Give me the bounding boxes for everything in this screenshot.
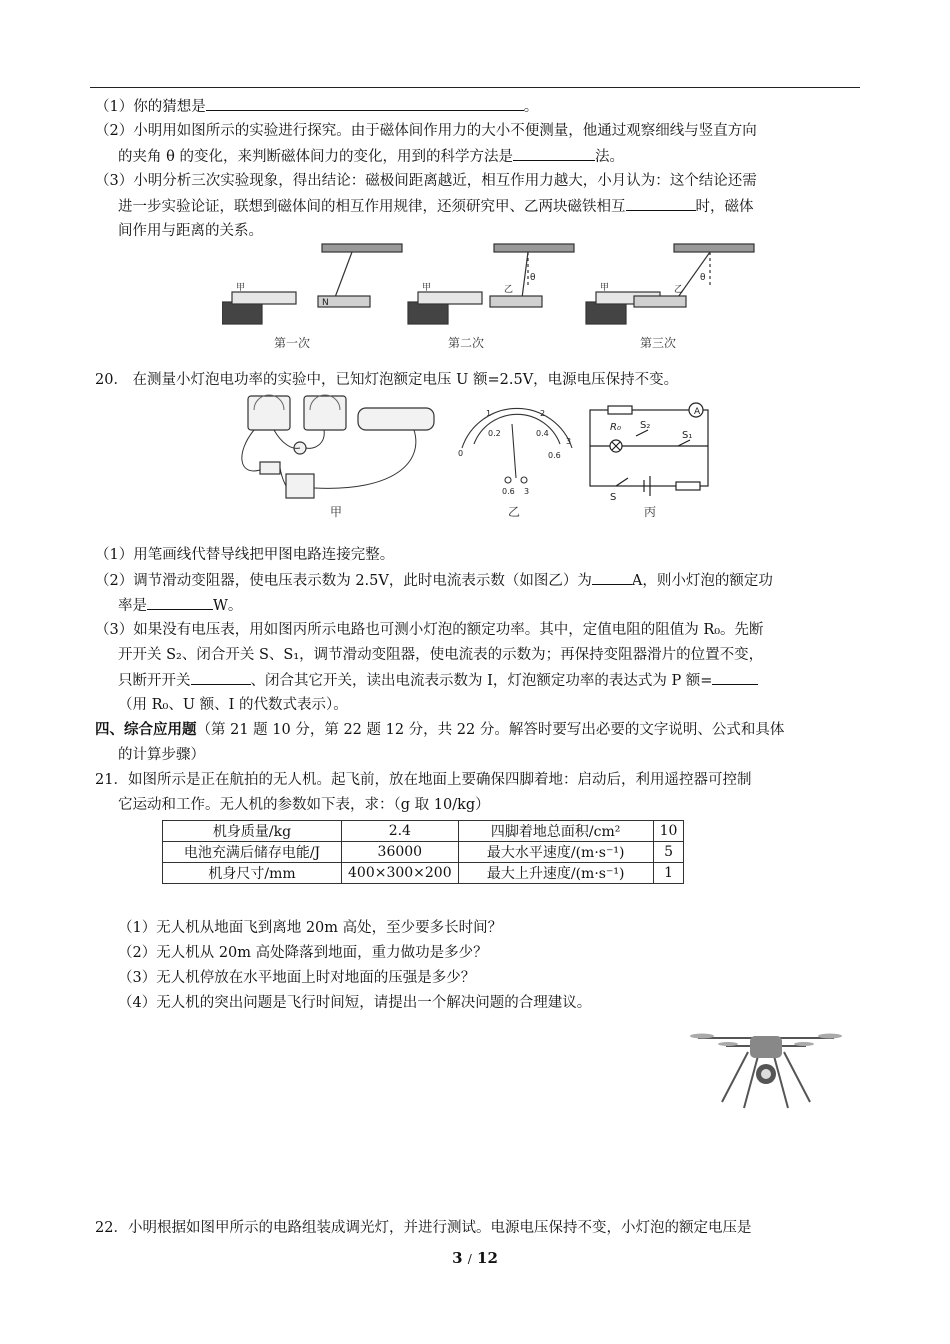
ceiling-2 <box>494 244 574 252</box>
label-n: N <box>322 298 329 308</box>
label-jia: 甲 <box>600 283 610 293</box>
q19-part3-line2: 进一步实验论证，联想到磁体间的相互作用规律，还须研究甲、乙两块磁铁相互 时，磁体 <box>118 196 754 217</box>
table-row: 机身质量/kg 2.4 四脚着地总面积/cm² 10 <box>163 821 684 842</box>
terminal-label: 0.6 <box>502 487 515 496</box>
q21-question-4: （4）无人机的突出问题是飞行时间短，请提出一个解决问题的合理建议。 <box>118 995 592 1011</box>
header-rule <box>90 87 860 88</box>
label-yi: 乙 <box>504 285 514 295</box>
caption-bing: 丙 <box>644 505 657 519</box>
q20-part3-line2: 开开关 S₂、闭合开关 S、S₁，调节滑动变阻器，使电流表的示数为；再保持变阻器滑片的位置不变， <box>118 647 764 663</box>
q19-part2-line2: 的夹角 θ 的变化，来判断磁体间力的变化，用到的科学方法是 法。 <box>118 146 624 167</box>
tick-label: 0 <box>458 449 464 458</box>
propeller <box>794 1042 814 1046</box>
drone-image <box>688 1012 844 1112</box>
tick-label: 0.6 <box>548 451 561 460</box>
propeller <box>818 1034 842 1039</box>
circuit-diagram-figure <box>586 400 716 522</box>
rheostat <box>358 408 434 430</box>
tick-label: 1 <box>486 409 492 418</box>
answer-blank[interactable] <box>191 670 251 685</box>
magnet-jia-2 <box>418 292 482 304</box>
caption-trial-2: 第二次 <box>448 336 485 350</box>
q20-part3-line1: （3）如果没有电压表，用如图丙所示电路也可测小灯泡的额定功率。其中，定值电阻的阻值为 R₀。先断 <box>95 622 764 638</box>
answer-blank[interactable] <box>147 595 213 610</box>
battery <box>286 474 314 498</box>
magnet-yi-2 <box>490 296 542 307</box>
thread-1 <box>334 252 352 300</box>
section-4-desc: 的计算步骤） <box>118 747 205 763</box>
q19-part3-line3: 间作用与距离的关系。 <box>118 223 263 239</box>
label-theta: θ <box>530 273 536 283</box>
ceiling-1 <box>322 244 402 252</box>
q19-part1: （1）你的猜想是 。 <box>95 96 538 117</box>
section-title: 四、综合应用题 <box>95 721 197 738</box>
magnet-yi-3 <box>634 296 686 307</box>
label-jia: 甲 <box>236 283 246 293</box>
drone-spec-table <box>162 820 684 884</box>
tick-label: 2 <box>540 409 546 418</box>
ammeter <box>304 396 346 430</box>
switch <box>260 462 280 474</box>
propeller <box>690 1034 714 1039</box>
needle <box>512 424 516 478</box>
circuit-apparatus-figure <box>234 392 444 522</box>
s1-label: S₁ <box>682 430 693 441</box>
ammeter-label: A <box>694 407 701 417</box>
voltmeter <box>248 396 290 430</box>
ammeter-dial-figure <box>452 400 582 522</box>
s-label: S <box>610 492 617 503</box>
answer-blank[interactable] <box>712 670 758 685</box>
ceiling-3 <box>674 244 754 252</box>
q20-stem: 20． 在测量小灯泡电功率的实验中，已知灯泡额定电压 U 额=2.5V，电源电压保持不变。 <box>95 372 679 388</box>
q19-part2-line1: （2）小明用如图所示的实验进行探究。由于磁体间作用力的大小不便测量，他通过观察细线与竖直方向 <box>95 123 757 139</box>
answer-blank[interactable] <box>626 196 696 211</box>
q21-stem-line2: 它运动和工作。无人机的参数如下表，求：（g 取 10/kg） <box>118 797 490 813</box>
q20-part3-line4: （用 R₀、U 额、I 的代数式表示）。 <box>118 697 348 713</box>
magnet-jia-1 <box>232 292 296 304</box>
q20-part1: （1）用笔画线代替导线把甲图电路连接完整。 <box>95 547 395 563</box>
q19-part3-line1: （3）小明分析三次实验现象，得出结论：磁极间距离越近，相互作用力越大，小月认为：这个结论还需 <box>95 173 757 189</box>
caption-jia: 甲 <box>330 505 343 519</box>
q22-stem: 22．小明根据如图甲所示的电路组装成调光灯，并进行测试。电源电压保持不变，小灯泡的额定电压是 <box>95 1220 752 1236</box>
page-number: 3 / 12 <box>452 1249 498 1267</box>
caption-trial-3: 第三次 <box>640 336 677 350</box>
terminal-label: 3 <box>524 487 530 496</box>
answer-blank[interactable] <box>592 570 632 585</box>
caption-yi: 乙 <box>508 505 521 519</box>
q20-part3-line3: 只断开开关 、闭合其它开关，读出电流表示数为 I，灯泡额定功率的表达式为 P 额= <box>118 670 758 691</box>
tick-label: 3 <box>566 437 572 446</box>
propeller <box>718 1042 738 1046</box>
q21-question-2: （2）无人机从 20m 高处降落到地面，重力做功是多少？ <box>118 945 488 961</box>
table-row: 机身尺寸/mm 400×300×200 最大上升速度/(m·s⁻¹) 1 <box>163 863 684 884</box>
thread-2 <box>522 252 528 298</box>
table-row: 电池充满后储存电能/J 36000 最大水平速度/(m·s⁻¹) 5 <box>163 842 684 863</box>
section-4-heading: 四、综合应用题（第 21 题 10 分，第 22 题 12 分，共 22 分。解答时要写出必要的文字说明、公式和具体 <box>95 721 785 738</box>
magnet-experiment-figure <box>222 240 762 355</box>
q20-part2-line2: 率是 W。 <box>118 595 242 616</box>
q21-question-3: （3）无人机停放在水平地面上时对地面的压强是多少？ <box>118 970 476 986</box>
q21-stem-line1: 21．如图所示是正在航拍的无人机。起飞前，放在地面上要确保四脚着地：启动后，利用遥控器可控制 <box>95 772 752 788</box>
label-theta: θ <box>700 273 706 283</box>
terminal-neg <box>505 477 511 483</box>
tick-label: 0.2 <box>488 429 501 438</box>
r0-label: R₀ <box>610 422 621 433</box>
resistor-r0 <box>608 406 632 414</box>
stand-3 <box>586 302 626 324</box>
q20-part2-line1: （2）调节滑动变阻器，使电压表示数为 2.5V，此时电流表示数（如图乙）为 A，则小灯泡的额定功 <box>95 570 773 591</box>
label-yi: 乙 <box>674 285 684 295</box>
switch-s <box>616 478 628 486</box>
s2-label: S₂ <box>640 420 651 431</box>
caption-trial-1: 第一次 <box>274 336 311 350</box>
terminal-pos <box>521 477 527 483</box>
drone-body <box>750 1036 782 1058</box>
stand-2 <box>408 302 448 324</box>
stand-1 <box>222 302 262 324</box>
q21-question-1: （1）无人机从地面飞到离地 20m 高处，至少要多长时间？ <box>118 920 503 936</box>
rheostat-symbol <box>676 482 700 490</box>
tick-label: 0.4 <box>536 429 549 438</box>
answer-blank[interactable] <box>513 146 595 161</box>
label-jia: 甲 <box>422 283 432 293</box>
answer-blank[interactable] <box>206 96 524 111</box>
